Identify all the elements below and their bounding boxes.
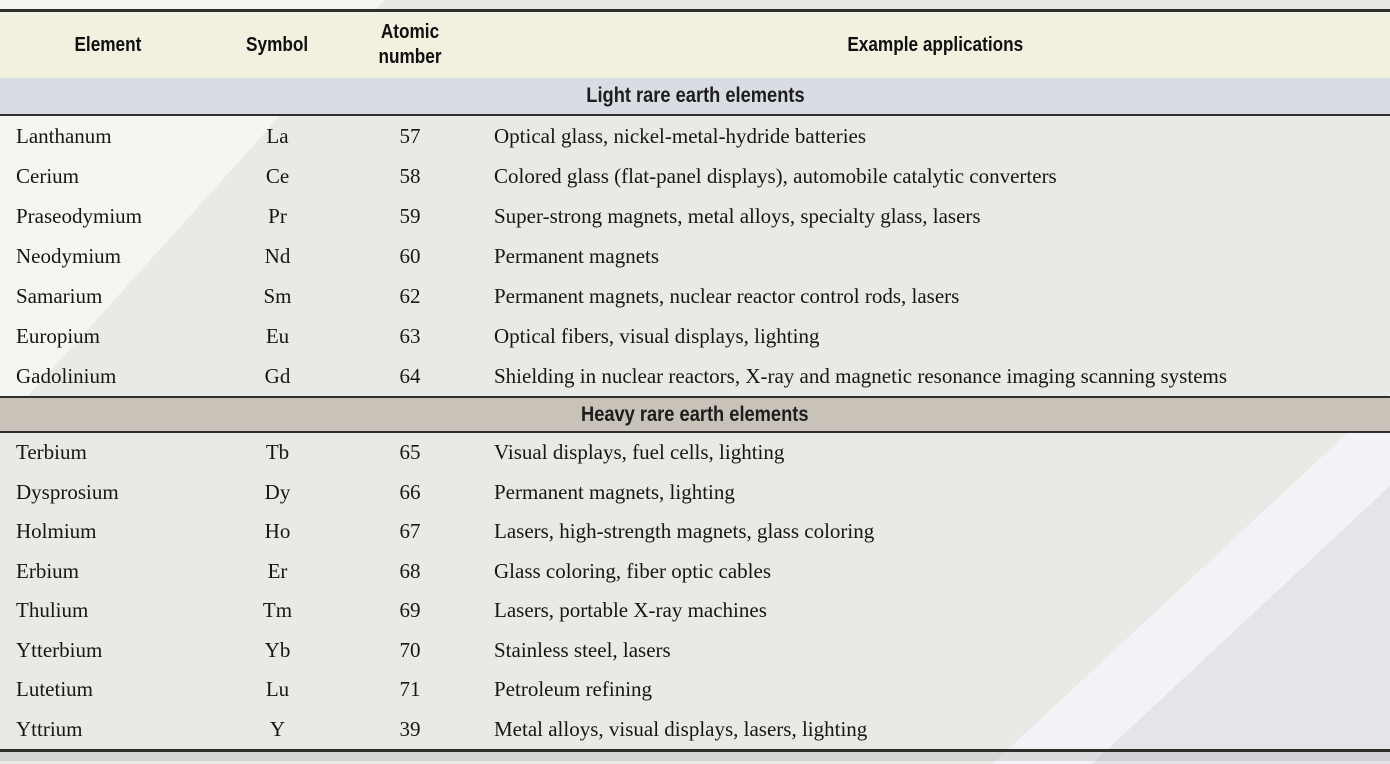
table-row	[0, 710, 1390, 750]
cell-element: Lanthanum	[16, 123, 112, 148]
cell-symbol: Lu	[265, 677, 290, 702]
column-header-element	[0, 12, 215, 78]
cell-applications: Lasers, high-strength magnets, glass coloring	[494, 519, 875, 544]
table-row	[0, 473, 1390, 513]
cell-applications: Metal alloys, visual displays, lasers, lighting	[494, 716, 868, 741]
cell-element: Europium	[16, 323, 100, 348]
cell-symbol: Eu	[265, 323, 290, 348]
column-header-atomic-number	[340, 12, 480, 78]
cell-symbol: Tm	[262, 598, 293, 623]
cell-symbol: La	[266, 123, 289, 148]
cell-atomic-number: 57	[399, 123, 421, 148]
section-title: Heavy rare earth elements	[581, 402, 809, 426]
cell-symbol: Pr	[268, 203, 287, 228]
table-row	[0, 196, 1390, 236]
table-row	[0, 236, 1390, 276]
section-rows	[0, 116, 1390, 396]
column-header-example-applications-label: Example applications	[847, 33, 1023, 56]
cell-element: Cerium	[16, 163, 79, 188]
column-header-element-label: Element	[74, 33, 141, 56]
cell-atomic-number: 59	[399, 203, 421, 228]
cell-atomic-number: 69	[399, 598, 421, 623]
cell-symbol: Yb	[264, 637, 291, 662]
cell-applications: Visual displays, fuel cells, lighting	[494, 440, 785, 465]
table-row	[0, 433, 1390, 473]
cell-applications: Permanent magnets, lighting	[494, 479, 735, 504]
column-header-symbol	[215, 12, 340, 78]
rare-earth-elements-table	[0, 9, 1390, 752]
cell-element: Yttrium	[16, 716, 83, 741]
cell-atomic-number: 65	[399, 440, 421, 465]
cell-element: Holmium	[16, 519, 97, 544]
table-row	[0, 156, 1390, 196]
cell-applications: Shielding in nuclear reactors, X-ray and magnetic resonance imaging scanning systems	[494, 363, 1228, 388]
cell-atomic-number: 58	[399, 163, 421, 188]
table-row	[0, 356, 1390, 396]
cell-element: Samarium	[16, 283, 103, 308]
cell-applications: Lasers, portable X-ray machines	[494, 598, 767, 623]
bottom-margin-strip	[0, 752, 1390, 761]
cell-applications: Permanent magnets	[494, 243, 660, 268]
cell-element: Praseodymium	[16, 203, 142, 228]
cell-element: Ytterbium	[16, 637, 103, 662]
cell-symbol: Dy	[264, 479, 291, 504]
section-rows	[0, 433, 1390, 749]
column-header-example-applications	[480, 12, 1390, 78]
cell-atomic-number: 71	[399, 677, 421, 702]
cell-symbol: Sm	[263, 283, 292, 308]
table-section	[0, 396, 1390, 749]
cell-element: Lutetium	[16, 677, 93, 702]
cell-applications: Petroleum refining	[494, 677, 653, 702]
cell-applications: Optical glass, nickel-metal-hydride batteries	[494, 123, 867, 148]
section-band	[0, 78, 1390, 116]
table-header-row	[0, 12, 1390, 81]
cell-applications: Optical fibers, visual displays, lighting	[494, 323, 820, 348]
table-body	[0, 78, 1390, 749]
cell-atomic-number: 39	[399, 716, 421, 741]
cell-symbol: Er	[267, 558, 288, 583]
column-header-symbol-label: Symbol	[246, 33, 309, 56]
cell-element: Terbium	[16, 440, 87, 465]
table-row	[0, 670, 1390, 710]
cell-atomic-number: 67	[399, 519, 421, 544]
section-title: Light rare earth elements	[585, 84, 805, 107]
table-row	[0, 316, 1390, 356]
cell-symbol: Ce	[265, 163, 290, 188]
cell-element: Dysprosium	[16, 479, 119, 504]
cell-atomic-number: 70	[399, 637, 421, 662]
cell-symbol: Y	[269, 716, 286, 741]
cell-element: Erbium	[16, 558, 79, 583]
table-row	[0, 512, 1390, 552]
table-section	[0, 78, 1390, 396]
cell-symbol: Tb	[265, 440, 290, 465]
table-row	[0, 116, 1390, 156]
table-row	[0, 631, 1390, 671]
cell-applications: Colored glass (flat-panel displays), automobile catalytic converters	[494, 163, 1057, 188]
cell-atomic-number: 66	[399, 479, 421, 504]
cell-atomic-number: 68	[399, 558, 421, 583]
cell-symbol: Ho	[264, 519, 291, 544]
cell-symbol: Gd	[264, 363, 291, 388]
cell-atomic-number: 62	[399, 283, 421, 308]
cell-atomic-number: 64	[399, 363, 421, 388]
cell-element: Thulium	[16, 598, 89, 623]
column-header-atomic-number-label: Atomic number	[378, 21, 442, 68]
table-row	[0, 552, 1390, 592]
cell-applications: Stainless steel, lasers	[494, 637, 671, 662]
cell-applications: Super-strong magnets, metal alloys, specialty glass, lasers	[494, 203, 981, 228]
table-row	[0, 591, 1390, 631]
cell-applications: Permanent magnets, nuclear reactor control rods, lasers	[494, 283, 960, 308]
table-row	[0, 276, 1390, 316]
section-band	[0, 396, 1390, 433]
cell-atomic-number: 60	[399, 243, 421, 268]
cell-applications: Glass coloring, fiber optic cables	[494, 558, 771, 583]
cell-element: Neodymium	[16, 243, 121, 268]
cell-atomic-number: 63	[399, 323, 421, 348]
cell-symbol: Nd	[264, 243, 291, 268]
cell-element: Gadolinium	[16, 363, 117, 388]
